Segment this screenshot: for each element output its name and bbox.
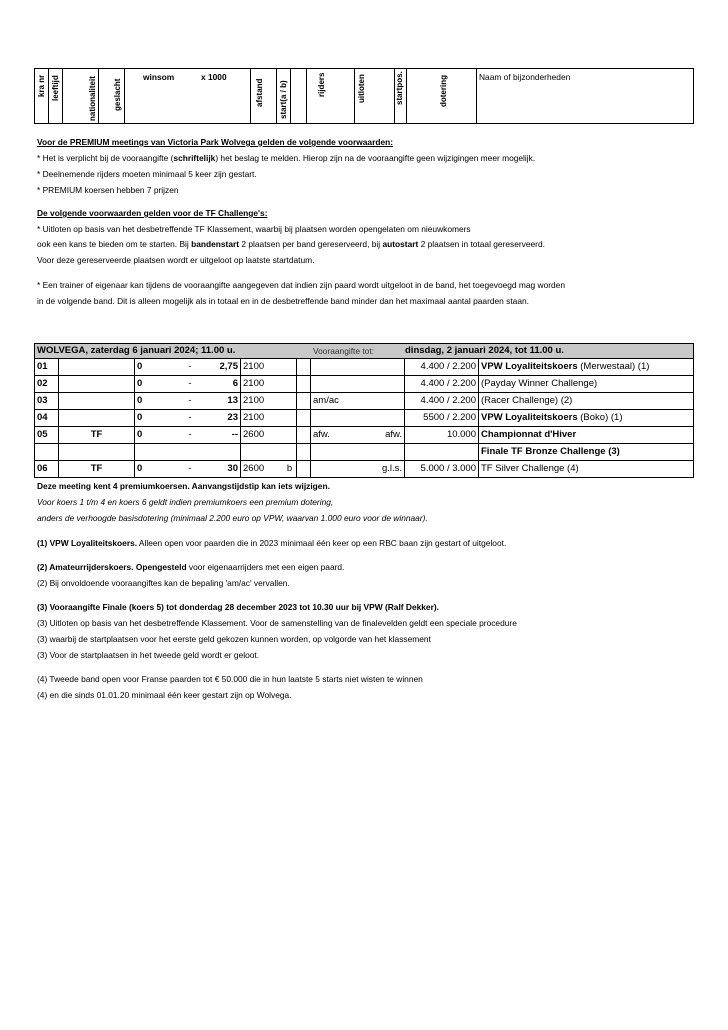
- legend-cell-sex: [99, 69, 125, 123]
- legend-cell-age: [49, 69, 63, 123]
- race-start-cell: [283, 410, 297, 426]
- race-spacer-cell: [297, 444, 311, 460]
- race-nat-cell: [59, 359, 135, 375]
- race-purse-cell: 4.400 / 2.200: [405, 359, 479, 375]
- race-nat-cell: [59, 410, 135, 426]
- legend-cell-riders: [307, 69, 355, 123]
- legend-race-nr: kra nr: [37, 74, 46, 97]
- race-min-cell: [135, 444, 175, 460]
- legend-cell-nationality: [63, 69, 99, 123]
- footnote-1: (1) VPW Loyaliteitskoers. Alleen open voor paarden die in 2023 minimaal één keer op een RBC baan zijn gestart of uitgeloot.: [37, 538, 507, 548]
- race-name-cell: [479, 461, 692, 477]
- race-max-cell: 13: [205, 393, 241, 409]
- race-spacer-cell: [297, 376, 311, 392]
- race-dash-cell: -: [188, 412, 192, 423]
- race-riders-cell: [311, 461, 371, 477]
- race-dash-cell: -: [188, 378, 192, 389]
- race-riders-cell: [311, 410, 371, 426]
- footnote-2: (2) Amateurrijderskoers. Opengesteld voor eigenaarrijders met een eigen paard.: [37, 562, 345, 572]
- legend-cell-start: [277, 69, 291, 123]
- meeting-header-row: [35, 344, 693, 359]
- race-spacer-cell: [297, 461, 311, 477]
- race-name-cell: [479, 444, 692, 460]
- legend-distance: afstand: [255, 78, 264, 107]
- race-name-cell: [479, 376, 692, 392]
- race-riders-cell: [311, 444, 371, 460]
- legend-cell-distance: [251, 69, 277, 123]
- race-row: [35, 393, 693, 410]
- footnote-3c: (3) Voor de startplaatsen in het tweede geld wordt er geloot.: [37, 650, 260, 660]
- tf-heading: De volgende voorwaarden gelden voor de TF Challenge's:: [37, 208, 268, 218]
- race-start-cell: [283, 359, 297, 375]
- race-riders-cell: am/ac: [313, 395, 339, 406]
- note-2: Voor koers 1 t/m 4 en koers 6 geldt indien premiumkoers een premium dotering,: [37, 497, 334, 507]
- race-spacer-cell: [297, 410, 311, 426]
- race-nat-cell: [59, 376, 135, 392]
- legend-start: start(a / b): [279, 80, 288, 119]
- legend-winnings: winsom: [143, 72, 175, 82]
- legend-cell-race-nr: [35, 69, 49, 123]
- race-nr-cell: 06: [35, 461, 59, 477]
- race-draw-cell: afw.: [371, 427, 405, 443]
- race-row: [35, 461, 693, 477]
- legend-startpos: startpos.: [395, 71, 404, 105]
- race-spacer-cell: [297, 427, 311, 443]
- race-min-cell: 0: [137, 361, 143, 372]
- legend-sex: geslacht: [113, 78, 122, 111]
- race-purse-cell: 4.400 / 2.200: [405, 393, 479, 409]
- legend-riders: rijders: [317, 72, 326, 97]
- race-spacer-cell: [297, 359, 311, 375]
- race-max-cell: [205, 444, 241, 460]
- race-dash-cell: [175, 444, 205, 460]
- race-name-cell: [479, 359, 692, 375]
- legend-cell-name: [477, 69, 693, 123]
- premium-line-3: * PREMIUM koersen hebben 7 prijzen: [37, 185, 179, 195]
- race-dist-cell: 2100: [243, 378, 265, 389]
- race-nr-cell: 05: [35, 427, 59, 443]
- race-start-cell: [283, 444, 297, 460]
- premium-heading: Voor de PREMIUM meetings van Victoria Park Wolvega gelden de volgende voorwaarden:: [37, 137, 394, 147]
- footnote-3a: (3) Uitloten op basis van het desbetreffende Klassement. Voor de samenstelling van de finalevelden geldt een speciale procedure: [37, 618, 517, 628]
- race-rows: [35, 359, 693, 477]
- race-min-cell: 0: [137, 395, 143, 406]
- race-nr-cell: 02: [35, 376, 59, 392]
- race-name-bold: VPW Loyaliteitskoers: [481, 412, 578, 423]
- race-nat-cell: TF: [59, 427, 135, 443]
- race-dash-cell: -: [188, 361, 192, 372]
- race-purse-cell: 10.000: [405, 427, 479, 443]
- premium-line-1: * Het is verplicht bij de vooraangifte (schriftelijk) het beslag te melden. Hierop zijn na de vooraangifte geen wijzigingen meer mogelijk.: [37, 153, 536, 163]
- race-spacer-cell: [297, 393, 311, 409]
- column-legend-table: [34, 68, 694, 124]
- race-name-cell: [479, 393, 692, 409]
- race-nr-cell: 03: [35, 393, 59, 409]
- race-name-normal: (Merwestaal) (1): [577, 361, 650, 372]
- tf-line-5: in de volgende band. Dit is alleen mogelijk als in totaal en in de desbetreffende band minder dan het maximaal aantal paarden staan.: [37, 296, 529, 306]
- race-draw-cell: g.l.s.: [371, 461, 405, 477]
- legend-x1000: x 1000: [201, 72, 227, 82]
- footnote-2b: (2) Bij onvoldoende vooraangiftes kan de bepaling 'am/ac' vervallen.: [37, 578, 290, 588]
- race-row: [35, 376, 693, 393]
- race-max-cell: 6: [205, 376, 241, 392]
- premium-line-2: * Deelnemende rijders moeten minimaal 5 keer zijn gestart.: [37, 169, 257, 179]
- tf-line-3: Voor deze gereserveerde plaatsen wordt er uitgeloot op laatste startdatum.: [37, 255, 315, 265]
- race-draw-cell: [371, 444, 405, 460]
- race-dash-cell: -: [188, 395, 192, 406]
- race-start-cell: b: [283, 461, 297, 477]
- race-purse-cell: [405, 444, 479, 460]
- tf-line-1: * Uitloten op basis van het desbetreffende TF Klassement, waarbij bij plaatsen worden opengelaten om nieuwkomers: [37, 224, 471, 234]
- race-dist-cell: 2100: [243, 395, 265, 406]
- legend-cell-purse: [407, 69, 477, 123]
- race-purse-cell: 5.000 / 3.000: [405, 461, 479, 477]
- race-max-cell: 30: [205, 461, 241, 477]
- race-name-normal: (Boko) (1): [577, 412, 623, 423]
- legend-name: Naam of bijzonderheden: [479, 72, 571, 82]
- race-riders-cell: [311, 376, 371, 392]
- race-max-cell: --: [205, 427, 241, 443]
- race-draw-cell: [371, 376, 405, 392]
- race-name-bold: VPW Loyaliteitskoers: [481, 361, 578, 372]
- race-dist-cell: 2600: [243, 429, 265, 440]
- race-name-normal: TF Silver Challenge (4): [481, 463, 579, 474]
- legend-purse: dotering: [439, 75, 448, 107]
- race-name-cell: [479, 410, 692, 426]
- legend-draw: uitloten: [357, 74, 366, 103]
- race-table: [34, 343, 694, 478]
- footnote-3: (3) Vooraangifte Finale (koers 5) tot donderdag 28 december 2023 tot 10.30 uur bij VPW (Ralf Dekker).: [37, 602, 439, 612]
- race-name-bold: Championnat d'Hiver: [481, 429, 577, 440]
- race-min-cell: 0: [137, 378, 143, 389]
- race-start-cell: [283, 376, 297, 392]
- race-row: [35, 427, 693, 444]
- race-nat-cell: [59, 444, 135, 460]
- race-draw-cell: [371, 410, 405, 426]
- race-riders-cell: afw.: [313, 429, 330, 440]
- race-draw-cell: [371, 359, 405, 375]
- legend-cell-startpos: [395, 69, 407, 123]
- race-start-cell: [283, 427, 297, 443]
- note-3: anders de verhoogde basisdotering (minimaal 2.200 euro op VPW, waarvan 1.000 euro voor de winnaar).: [37, 513, 428, 523]
- race-riders-cell: [311, 359, 371, 375]
- race-dash-cell: -: [188, 429, 192, 440]
- race-purse-cell: 4.400 / 2.200: [405, 376, 479, 392]
- footnote-3b: (3) waarbij de startplaatsen voor het eerste geld gekozen kunnen worden, op volgorde van het klassement: [37, 634, 431, 644]
- meeting-title: WOLVEGA, zaterdag 6 januari 2024; 11.00 u.: [37, 345, 236, 356]
- race-dist-cell: 2100: [243, 361, 265, 372]
- tf-line-2: ook een kans te bieden om te starten. Bij bandenstart 2 plaatsen per band gereserveerd, bij autostart 2 plaatsen in totaal gereserveerd.: [37, 239, 545, 249]
- race-nat-cell: TF: [59, 461, 135, 477]
- race-dist-cell: 2600: [243, 463, 265, 474]
- race-dist-cell: 2100: [243, 412, 265, 423]
- race-name-normal: (Racer Challenge) (2): [481, 395, 573, 406]
- race-dist-cell: [241, 444, 283, 460]
- race-nr-cell: [35, 444, 59, 460]
- race-nr-cell: 01: [35, 359, 59, 375]
- race-draw-cell: [371, 393, 405, 409]
- race-max-cell: 2,75: [205, 359, 241, 375]
- deadline-label: Vooraangifte tot:: [313, 346, 374, 356]
- race-min-cell: 0: [137, 429, 143, 440]
- race-row: [35, 359, 693, 376]
- legend-cell-empty: [291, 69, 307, 123]
- footnote-4b: (4) en die sinds 01.01.20 minimaal één keer gestart zijn op Wolvega.: [37, 690, 292, 700]
- race-start-cell: [283, 393, 297, 409]
- race-nat-cell: [59, 393, 135, 409]
- footnote-4a: (4) Tweede band open voor Franse paarden tot € 50.000 die in hun laatste 5 starts niet wisten te winnen: [37, 674, 423, 684]
- race-nr-cell: 04: [35, 410, 59, 426]
- note-1: Deze meeting kent 4 premiumkoersen. Aanvangstijdstip kan iets wijzigen.: [37, 481, 330, 491]
- race-min-cell: 0: [137, 463, 143, 474]
- deadline-value: dinsdag, 2 januari 2024, tot 11.00 u.: [405, 345, 564, 356]
- legend-nationality: nationaliteit: [88, 76, 97, 121]
- legend-cell-winnings: [125, 69, 251, 123]
- race-row: [35, 444, 693, 461]
- legend-age: leeftijd: [51, 75, 60, 101]
- race-min-cell: 0: [137, 412, 143, 423]
- race-name-cell: [479, 427, 692, 443]
- race-max-cell: 23: [205, 410, 241, 426]
- race-row: [35, 410, 693, 427]
- race-dash-cell: -: [188, 463, 192, 474]
- race-name-bold: Finale TF Bronze Challenge (3): [481, 446, 620, 457]
- legend-cell-draw: [355, 69, 395, 123]
- race-name-normal: (Payday Winner Challenge): [481, 378, 598, 389]
- tf-line-4: * Een trainer of eigenaar kan tijdens de vooraangifte aangegeven dat indien zijn paard wordt uitgeloot in de band, het toegevoegd mag worden: [37, 280, 565, 290]
- race-purse-cell: 5500 / 2.200: [405, 410, 479, 426]
